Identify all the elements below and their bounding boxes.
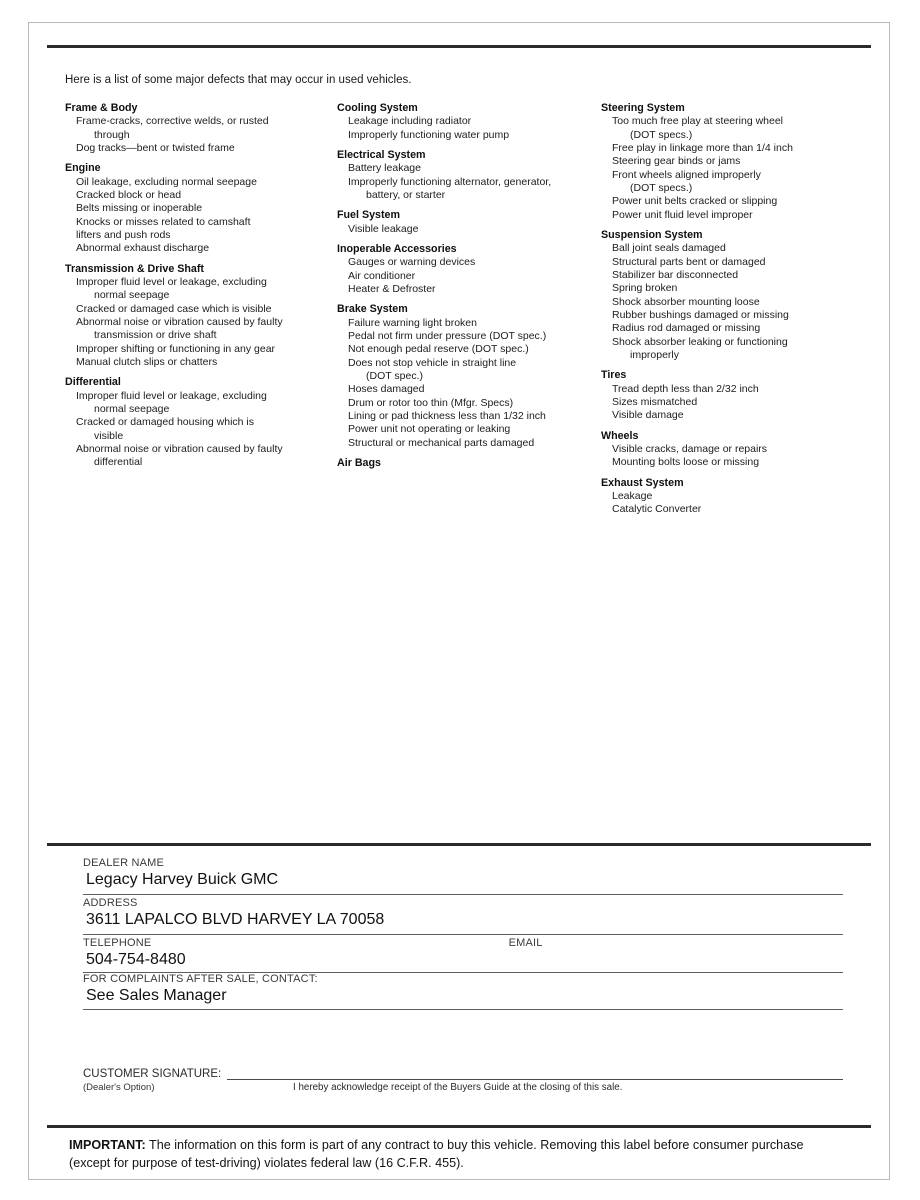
defect-item: [65, 416, 337, 443]
defect-category-title: Transmission & Drive Shaft: [65, 262, 204, 275]
defect-item-text: Cracked or damaged housing which is: [76, 416, 255, 429]
dealer-address-field[interactable]: [83, 895, 843, 935]
defect-item: [65, 316, 337, 343]
defect-item-text: Radius rod damaged or missing: [612, 322, 761, 335]
defect-category-title: Engine: [65, 162, 101, 175]
defect-item-text: Manual clutch slips or chatters: [76, 356, 218, 369]
defect-item: [601, 503, 855, 516]
defect-item-text: Power unit not operating or leaking: [348, 423, 511, 436]
defect-item-text: Does not stop vehicle in straight line: [348, 356, 517, 369]
defect-item-text: Knocks or misses related to camshaft: [76, 215, 251, 228]
defect-category-title: Cooling System: [337, 102, 418, 114]
defect-item: [601, 242, 855, 255]
defect-item-text: Shock absorber leaking or functioning: [612, 335, 788, 348]
defect-item: [601, 115, 855, 142]
defect-item-text: Abnormal noise or vibration caused by faulty: [76, 443, 283, 456]
dealer-name-value: Legacy Harvey Buick GMC: [86, 871, 279, 888]
defect-item-continuation: normal seepage: [94, 403, 170, 416]
defects-columns: [65, 102, 855, 517]
defect-item-text: Structural or mechanical parts damaged: [348, 436, 535, 449]
defect-category-title: Fuel System: [337, 209, 400, 222]
defect-item: [337, 330, 601, 343]
defect-item: [65, 115, 337, 142]
dealer-section-divider: [47, 843, 871, 846]
defect-item: [601, 142, 855, 155]
defect-item: [65, 242, 337, 255]
defect-item-text: Abnormal noise or vibration caused by faulty: [76, 316, 283, 329]
defect-item-continuation: visible: [94, 429, 124, 442]
defect-item: [601, 256, 855, 269]
defect-item-text: Free play in linkage more than 1/4 inch: [612, 142, 793, 155]
defect-item-text: Belts missing or inoperable: [76, 202, 203, 215]
defects-column-3: [601, 102, 855, 517]
complaints-contact-value: See Sales Manager: [86, 987, 227, 1005]
defect-item: [337, 383, 601, 396]
defect-item: [65, 216, 337, 229]
complaints-contact-field[interactable]: [83, 973, 843, 1010]
defect-item: [337, 283, 601, 296]
important-notice: [69, 1136, 847, 1173]
defect-item-text: Shock absorber mounting loose: [612, 295, 760, 308]
defect-item-text: Spring broken: [612, 282, 678, 295]
dealer-option-note: (Dealer's Option): [83, 1082, 155, 1093]
defect-category-title: Suspension System: [601, 229, 703, 241]
defect-category-title: Frame & Body: [65, 102, 138, 114]
defect-item-text: Catalytic Converter: [612, 503, 702, 516]
defect-item: [601, 322, 855, 335]
defect-category-title: Air Bags: [337, 457, 381, 470]
defect-category-title: Exhaust System: [601, 476, 684, 489]
signature-label: CUSTOMER SIGNATURE:: [83, 1068, 222, 1080]
defect-item: [65, 276, 337, 303]
defect-item: [337, 357, 601, 384]
defect-item-continuation: differential: [94, 456, 143, 469]
defect-item: [337, 423, 601, 436]
defect-item-text: Lining or pad thickness less than 1/32 inch: [348, 410, 546, 423]
defect-item-text: Pedal not firm under pressure (DOT spec.): [348, 330, 547, 343]
dealer-telephone-field[interactable]: [83, 935, 509, 973]
defect-category-title: Wheels: [601, 429, 639, 442]
defect-item: [337, 317, 601, 330]
defect-item-text: lifters and push rods: [76, 229, 171, 242]
defect-item-text: Structural parts bent or damaged: [612, 255, 766, 268]
defect-item-text: Drum or rotor too thin (Mfgr. Specs): [348, 396, 514, 409]
defect-item-text: Leakage: [612, 490, 653, 503]
defects-column-2: [337, 102, 601, 517]
defect-item-text: Power unit fluid level improper: [612, 208, 753, 221]
defect-item-text: Gauges or warning devices: [348, 256, 476, 269]
defect-item: [337, 437, 601, 450]
defect-item: [601, 169, 855, 196]
defect-item: [337, 397, 601, 410]
defect-item: [601, 296, 855, 309]
defect-item-text: Battery leakage: [348, 162, 421, 175]
defect-item-text: Ball joint seals damaged: [612, 242, 726, 255]
defect-item: [65, 229, 337, 242]
defect-item: [337, 176, 601, 203]
dealer-email-value: [509, 949, 843, 952]
defect-item-continuation: transmission or drive shaft: [94, 329, 217, 342]
defect-item-text: Tread depth less than 2/32 inch: [612, 382, 759, 395]
signature-section: [83, 1068, 843, 1093]
signature-rule[interactable]: [227, 1068, 843, 1080]
defect-category-title: Differential: [65, 376, 121, 389]
defect-item: [601, 383, 855, 396]
defect-item: [65, 343, 337, 356]
defect-item: [601, 155, 855, 168]
defect-item-text: Dog tracks—bent or twisted frame: [76, 142, 235, 155]
dealer-name-field[interactable]: [83, 855, 843, 895]
signature-subrow: [83, 1082, 843, 1093]
signature-line[interactable]: [83, 1068, 843, 1080]
defect-item-text: Improper shifting or functioning in any gear: [76, 342, 276, 355]
defect-item-continuation: through: [94, 128, 130, 141]
dealer-telephone-value: 504-754-8480: [86, 950, 186, 968]
dealer-address-label: ADDRESS: [83, 896, 138, 909]
defect-item: [65, 443, 337, 470]
defect-item-text: Steering gear binds or jams: [612, 155, 741, 168]
defect-item: [65, 356, 337, 369]
acknowledgement-text: I hereby acknowledge receipt of the Buyers Guide at the closing of this sale.: [293, 1082, 623, 1093]
defect-item-text: Front wheels aligned improperly: [612, 168, 761, 181]
defect-item-text: Improperly functioning water pump: [348, 128, 510, 141]
defect-item: [65, 189, 337, 202]
defect-item: [65, 303, 337, 316]
defect-item-text: Improper fluid level or leakage, excluding: [76, 389, 267, 402]
dealer-address-value: 3611 LAPALCO BLVD HARVEY LA 70058: [86, 910, 385, 928]
defect-item-continuation: (DOT specs.): [630, 128, 693, 141]
defect-item-text: Frame-cracks, corrective welds, or rusted: [76, 115, 269, 128]
defect-item-continuation: (DOT spec.): [366, 370, 423, 383]
top-divider: [47, 45, 871, 48]
page-inner: [47, 33, 871, 1169]
important-text: The information on this form is part of any contract to buy this vehicle. Removing this label before consumer purchase (except for purpose of test-driving) violates federal law (16 C.F.R. 455).: [69, 1138, 804, 1171]
defect-item-text: Cracked or damaged case which is visible: [76, 302, 272, 315]
defect-item-text: Mounting bolts loose or missing: [612, 456, 760, 469]
dealer-email-field[interactable]: [509, 935, 843, 973]
defect-category-title: Brake System: [337, 303, 408, 316]
defect-item-continuation: improperly: [630, 349, 680, 361]
defect-item-continuation: battery, or starter: [366, 189, 446, 202]
defect-item-text: Power unit belts cracked or slipping: [612, 195, 778, 208]
dealer-name-label: DEALER NAME: [83, 857, 165, 869]
defect-item: [601, 209, 855, 222]
defect-item: [601, 336, 855, 363]
dealer-telephone-label: TELEPHONE: [83, 936, 152, 949]
defect-item-text: Failure warning light broken: [348, 316, 477, 329]
buyers-guide-page: [28, 22, 890, 1180]
defect-item: [337, 343, 601, 356]
defect-item: [601, 309, 855, 322]
defect-item-text: Leakage including radiator: [348, 115, 472, 128]
defect-item-text: Too much free play at steering wheel: [612, 115, 784, 128]
defect-item-continuation: normal seepage: [94, 289, 170, 302]
defect-item: [337, 256, 601, 269]
defects-column-1: [65, 102, 337, 517]
defect-category-title: Steering System: [601, 102, 685, 114]
defect-item-text: Air conditioner: [348, 269, 416, 282]
defect-item: [65, 142, 337, 155]
defect-item-text: Oil leakage, excluding normal seepage: [76, 175, 257, 188]
defect-item: [65, 390, 337, 417]
defect-item: [601, 456, 855, 469]
defect-item: [601, 269, 855, 282]
defect-item-text: Improperly functioning alternator, generator,: [348, 175, 552, 188]
defect-category-title: Tires: [601, 369, 627, 382]
defect-item: [337, 115, 601, 128]
defect-item-text: Improper fluid level or leakage, excluding: [76, 276, 267, 289]
defect-item: [337, 270, 601, 283]
defect-item: [337, 223, 601, 236]
defect-item: [601, 409, 855, 422]
defect-item-continuation: (DOT specs.): [630, 182, 693, 195]
defect-item-text: Rubber bushings damaged or missing: [612, 309, 789, 322]
complaints-contact-label: FOR COMPLAINTS AFTER SALE, CONTACT:: [83, 973, 318, 986]
defect-item: [601, 490, 855, 503]
defect-item-text: Stabilizer bar disconnected: [612, 269, 739, 282]
defect-item: [337, 410, 601, 423]
telephone-email-row: [83, 935, 843, 974]
defect-item: [601, 443, 855, 456]
defect-item: [337, 162, 601, 175]
defect-item-text: Hoses damaged: [348, 383, 425, 396]
defect-item-text: Cracked block or head: [76, 189, 182, 202]
defect-item: [65, 202, 337, 215]
intro-text: Here is a list of some major defects that may occur in used vehicles.: [65, 74, 412, 86]
defect-item: [337, 129, 601, 142]
defect-category-title: Inoperable Accessories: [337, 243, 457, 256]
defect-item-text: Visible leakage: [348, 222, 419, 235]
dealer-email-label: EMAIL: [508, 936, 543, 949]
defect-item: [65, 176, 337, 189]
defect-item-text: Sizes mismatched: [612, 396, 698, 409]
defect-item: [601, 282, 855, 295]
important-heading: IMPORTANT:: [69, 1138, 146, 1152]
defect-item-text: Not enough pedal reserve (DOT spec.): [348, 343, 529, 356]
defect-item-text: Visible damage: [612, 409, 684, 422]
defect-item: [601, 195, 855, 208]
defect-item-text: Visible cracks, damage or repairs: [612, 443, 768, 456]
dealer-information: [83, 855, 843, 1010]
defect-item-text: Heater & Defroster: [348, 283, 436, 296]
defect-item-text: Abnormal exhaust discharge: [76, 242, 210, 255]
defect-category-title: Electrical System: [337, 149, 426, 162]
bottom-divider: [47, 1125, 871, 1128]
defect-item: [601, 396, 855, 409]
